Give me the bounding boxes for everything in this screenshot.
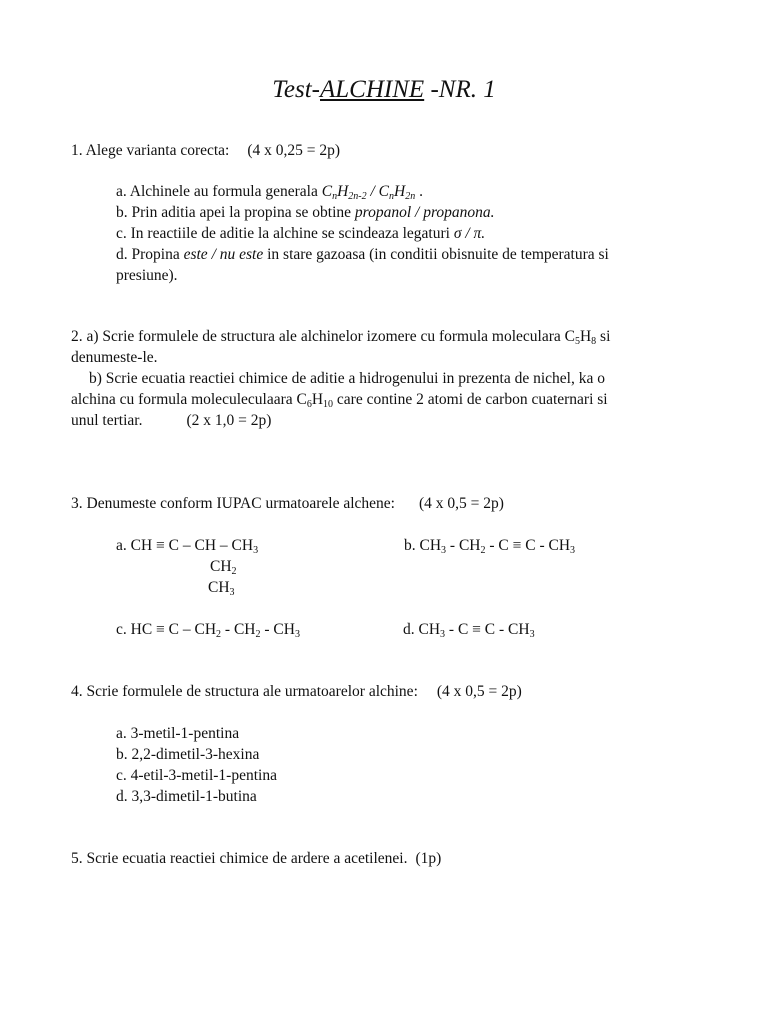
q3-points: (4 x 0,5 = 2p) <box>418 495 504 512</box>
q4-item-a: a. 3-metil-1-pentina <box>116 725 240 742</box>
q2-points: (2 x 1,0 = 2p) <box>186 412 272 429</box>
f2-c: C <box>378 183 390 200</box>
q3-a-branch1 <box>210 556 237 577</box>
q1-item-d-cont: presiune). <box>116 267 178 284</box>
q2-h: H <box>579 328 592 345</box>
q3-b-p1: b. CH <box>404 537 442 554</box>
q3-item-b <box>404 535 575 556</box>
q1-item-c <box>116 223 485 244</box>
q5-heading <box>71 848 441 869</box>
q4-points: (4 x 0,5 = 2p) <box>436 683 522 700</box>
q3-c-p2: - CH <box>221 621 256 638</box>
q2-sub-8: 8 <box>591 336 597 347</box>
q5-heading-text: 5. Scrie ecuatia reactiei chimice de ardere a acetilenei. <box>71 850 408 867</box>
q3-heading-text: 3. Denumeste conform IUPAC urmatoarele alchene: <box>71 495 395 512</box>
q3-item-c <box>116 619 300 640</box>
q1-item-b <box>116 202 495 223</box>
q2-line4-end: care contine 2 atomi de carbon cuaternari si <box>333 391 608 408</box>
q2-line4-text: alchina cu formula moleculeculaara C <box>71 391 307 408</box>
q2-sub-5: 5 <box>574 336 580 347</box>
q1-a-formula1 <box>322 183 367 200</box>
q1-a-formula2 <box>379 183 416 200</box>
q3-d-s1: 3 <box>440 629 446 640</box>
f1-n: n <box>332 191 338 202</box>
q2-line2: denumeste-le. <box>71 349 158 366</box>
q4-item-b: b. 2,2-dimetil-3-hexina <box>116 746 260 763</box>
f1-c: C <box>321 183 333 200</box>
q3-c-s3: 3 <box>294 629 300 640</box>
title-main: ALCHINE <box>320 76 425 103</box>
q4-item-d: d. 3,3-dimetil-1-butina <box>116 788 257 805</box>
q3-b-p3: - C ≡ C - CH <box>485 537 571 554</box>
q2-sub-10: 10 <box>323 399 334 410</box>
q1-item-d <box>116 244 609 265</box>
q1-points: (4 x 0,25 = 2p) <box>247 142 341 159</box>
q1-heading-text: 1. Alege varianta corecta: <box>71 142 230 159</box>
q4-item-c: c. 4-etil-3-metil-1-pentina <box>116 767 277 784</box>
q1-d-text1: d. Propina <box>116 246 184 263</box>
q2-line5 <box>71 410 271 431</box>
q3-d-p2: - C ≡ C - CH <box>445 621 530 638</box>
q3-c-s2: 2 <box>255 629 261 640</box>
q1-a-end: . <box>415 183 423 200</box>
q3-a-branch2-sub: 3 <box>229 587 235 598</box>
q1-b-text: b. Prin aditia apei la propina se obtine <box>116 204 355 221</box>
q3-heading <box>71 493 504 514</box>
q2-line4 <box>71 389 608 410</box>
f2-n: n <box>389 191 395 202</box>
q4-heading <box>71 681 522 702</box>
f1-sub: 2n-2 <box>348 191 367 202</box>
q1-c-italic: σ / π. <box>453 225 486 242</box>
q3-c-p1: c. HC ≡ C – CH <box>116 621 217 638</box>
q3-d-s2: 3 <box>529 629 535 640</box>
q2-h2: H <box>311 391 324 408</box>
q3-b-s1: 3 <box>441 545 447 556</box>
q3-a-branch2-text: CH <box>208 579 230 596</box>
q3-a-branch1-text: CH <box>210 558 232 575</box>
q1-heading <box>71 140 340 161</box>
q5-points: (1p) <box>415 850 442 867</box>
q3-b-s2: 2 <box>480 545 486 556</box>
q2-line1-end: si <box>596 328 611 345</box>
title-prefix: Test- <box>272 76 320 103</box>
q3-a-main: a. CH ≡ C – CH – CH <box>116 537 254 554</box>
f2-sub: 2n <box>405 191 416 202</box>
q2-line3: b) Scrie ecuatia reactiei chimice de aditie a hidrogenului in prezenta de nichel, ka o <box>89 370 605 387</box>
q3-b-p2: - CH <box>446 537 481 554</box>
q3-item-a <box>116 535 258 556</box>
q1-item-a <box>116 181 423 202</box>
q1-a-text: a. Alchinele au formula generala <box>116 183 322 200</box>
q3-c-s1: 2 <box>216 629 222 640</box>
page-title <box>0 74 768 106</box>
q3-item-d <box>403 619 535 640</box>
f1-h: H <box>337 183 349 200</box>
q3-a-branch1-sub: 2 <box>231 566 237 577</box>
q3-d-p1: d. CH <box>403 621 441 638</box>
q2-line1 <box>71 326 610 347</box>
q1-a-slash: / <box>366 183 379 200</box>
q1-c-text: c. In reactiile de aditie la alchine se scindeaza legaturi <box>116 225 454 242</box>
q3-b-s3: 3 <box>570 545 576 556</box>
q2-line5-text: unul tertiar. <box>71 412 143 429</box>
q4-heading-text: 4. Scrie formulele de structura ale urmatoarelor alchine: <box>71 683 418 700</box>
q2-sub-6: 6 <box>306 399 312 410</box>
q3-a-branch2 <box>208 577 235 598</box>
q1-d-italic: este / nu este <box>183 246 264 263</box>
q1-d-text2: in stare gazoasa (in conditii obisnuite de temperatura si <box>263 246 609 263</box>
title-suffix: -NR. 1 <box>424 76 496 103</box>
q3-a-sub: 3 <box>253 545 259 556</box>
f2-h: H <box>394 183 406 200</box>
q2-line1-text: 2. a) Scrie formulele de structura ale alchinelor izomere cu formula moleculara C <box>71 328 575 345</box>
q1-b-italic: propanol / propanona. <box>354 204 495 221</box>
q3-c-p3: - CH <box>260 621 295 638</box>
